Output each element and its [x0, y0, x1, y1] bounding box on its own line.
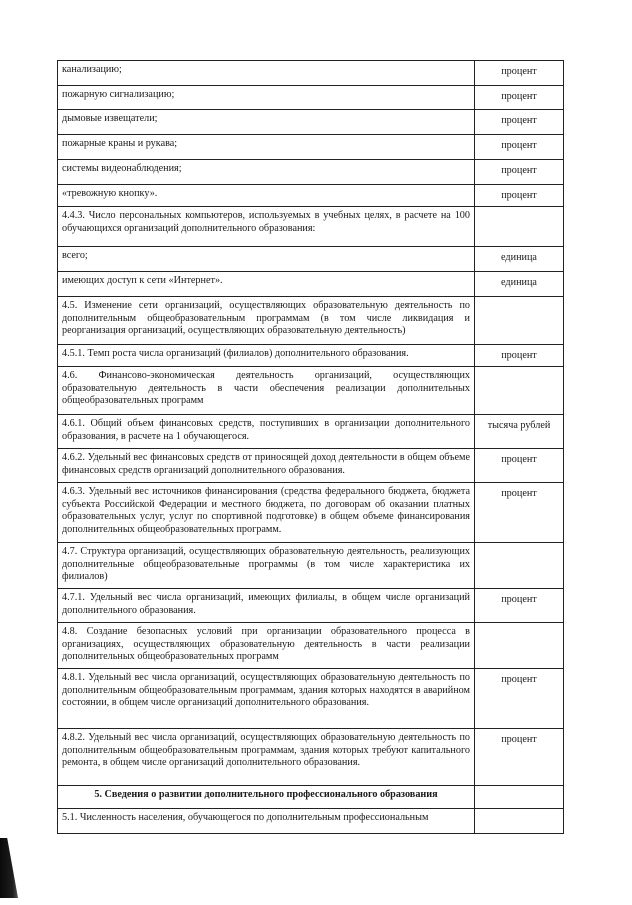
- table-row: [58, 110, 564, 135]
- table-row: [58, 786, 564, 809]
- indicator-name-cell: «тревожную кнопку».: [58, 185, 475, 207]
- indicator-name-cell: 4.6.2. Удельный вес финансовых средств от приносящей доход деятельности в общем объеме финансовых средств организаций дополнительного образования.: [58, 449, 475, 483]
- table-row: [58, 185, 564, 207]
- table-row: [58, 809, 564, 834]
- unit-cell: единица: [475, 247, 564, 272]
- indicator-name-cell: 4.8.1. Удельный вес числа организаций, осуществляющих образовательную деятельность по дополнительным общеобразовательным программам, здания которых находятся в аварийном состоянии, в общем числе организаций дополнительного образования.: [58, 669, 475, 729]
- indicator-name-cell: имеющих доступ к сети «Интернет».: [58, 272, 475, 297]
- indicator-name-cell: 4.8. Создание безопасных условий при организации образовательного процесса в организациях, осуществляющих образовательную деятельность в части реализации дополнительных общеобразовательных программ: [58, 623, 475, 669]
- indicator-name-cell: пожарные краны и рукава;: [58, 135, 475, 160]
- unit-cell: [475, 623, 564, 669]
- table-row: [58, 729, 564, 786]
- unit-cell: [475, 367, 564, 415]
- unit-cell: единица: [475, 272, 564, 297]
- scan-edge-shadow: [0, 838, 18, 898]
- table-row: [58, 207, 564, 247]
- table-row: [58, 543, 564, 589]
- table-row: [58, 247, 564, 272]
- unit-cell: процент: [475, 669, 564, 729]
- table-row: [58, 669, 564, 729]
- unit-cell: [475, 297, 564, 345]
- indicator-name-cell: 4.7. Структура организаций, осуществляющих образовательную деятельность, реализующих дополнительные общеобразовательные программы (в том числе характеристика их филиалов): [58, 543, 475, 589]
- indicator-name-cell: пожарную сигнализацию;: [58, 86, 475, 110]
- indicator-name-cell: всего;: [58, 247, 475, 272]
- table-row: [58, 623, 564, 669]
- indicator-name-cell: 4.6.3. Удельный вес источников финансирования (средства федерального бюджета, бюджета субъекта Российской Федерации и местного бюджета, по договорам об оказании платных образовательных услуг, услуг по спортивной подготовке) в общем объеме финансирования дополнительных общеобразовательных программ.: [58, 483, 475, 543]
- table-row: [58, 297, 564, 345]
- table-row: [58, 367, 564, 415]
- indicator-name-cell: канализацию;: [58, 61, 475, 86]
- table-row: [58, 483, 564, 543]
- table-row: [58, 160, 564, 185]
- indicator-name-cell: 4.6. Финансово-экономическая деятельность организаций, осуществляющих образовательную деятельность в части обеспечения реализации дополнительных общеобразовательных программ: [58, 367, 475, 415]
- indicator-name-cell: 5.1. Численность населения, обучающегося по дополнительным профессиональным: [58, 809, 475, 834]
- unit-cell: [475, 543, 564, 589]
- table-row: [58, 272, 564, 297]
- unit-cell: процент: [475, 483, 564, 543]
- unit-cell: [475, 809, 564, 834]
- unit-cell: процент: [475, 449, 564, 483]
- indicator-name-cell: 4.8.2. Удельный вес числа организаций, осуществляющих образовательную деятельность по дополнительным общеобразовательным программам, здания которых требуют капитального ремонта, в общем числе организаций дополнительного образования.: [58, 729, 475, 786]
- indicator-name-cell: 4.5. Изменение сети организаций, осуществляющих образовательную деятельность по дополнительным общеобразовательным программам (в том числе ликвидация и реорганизация организаций, осуществляющих образовательную деятельность): [58, 297, 475, 345]
- indicator-name-cell: дымовые извещатели;: [58, 110, 475, 135]
- unit-cell: процент: [475, 135, 564, 160]
- unit-cell: процент: [475, 729, 564, 786]
- table-row: [58, 345, 564, 367]
- section-heading-cell: 5. Сведения о развитии дополнительного профессионального образования: [58, 786, 475, 809]
- table-row: [58, 415, 564, 449]
- unit-cell: процент: [475, 160, 564, 185]
- unit-cell: процент: [475, 86, 564, 110]
- unit-cell: процент: [475, 589, 564, 623]
- unit-cell: [475, 207, 564, 247]
- unit-cell: процент: [475, 345, 564, 367]
- table-row: [58, 135, 564, 160]
- unit-cell: [475, 786, 564, 809]
- unit-cell: тысяча рублей: [475, 415, 564, 449]
- table-row: [58, 449, 564, 483]
- indicator-name-cell: 4.6.1. Общий объем финансовых средств, поступивших в организации дополнительного образования, в расчете на 1 обучающегося.: [58, 415, 475, 449]
- unit-cell: процент: [475, 110, 564, 135]
- indicator-name-cell: 4.4.3. Число персональных компьютеров, используемых в учебных целях, в расчете на 100 обучающихся организаций дополнительного образования:: [58, 207, 475, 247]
- indicator-name-cell: 4.5.1. Темп роста числа организаций (филиалов) дополнительного образования.: [58, 345, 475, 367]
- table-row: [58, 86, 564, 110]
- indicator-name-cell: системы видеонаблюдения;: [58, 160, 475, 185]
- indicator-table: [57, 60, 564, 834]
- unit-cell: процент: [475, 61, 564, 86]
- table-row: [58, 589, 564, 623]
- table-row: [58, 61, 564, 86]
- unit-cell: процент: [475, 185, 564, 207]
- indicator-name-cell: 4.7.1. Удельный вес числа организаций, имеющих филиалы, в общем числе организаций дополнительного образования.: [58, 589, 475, 623]
